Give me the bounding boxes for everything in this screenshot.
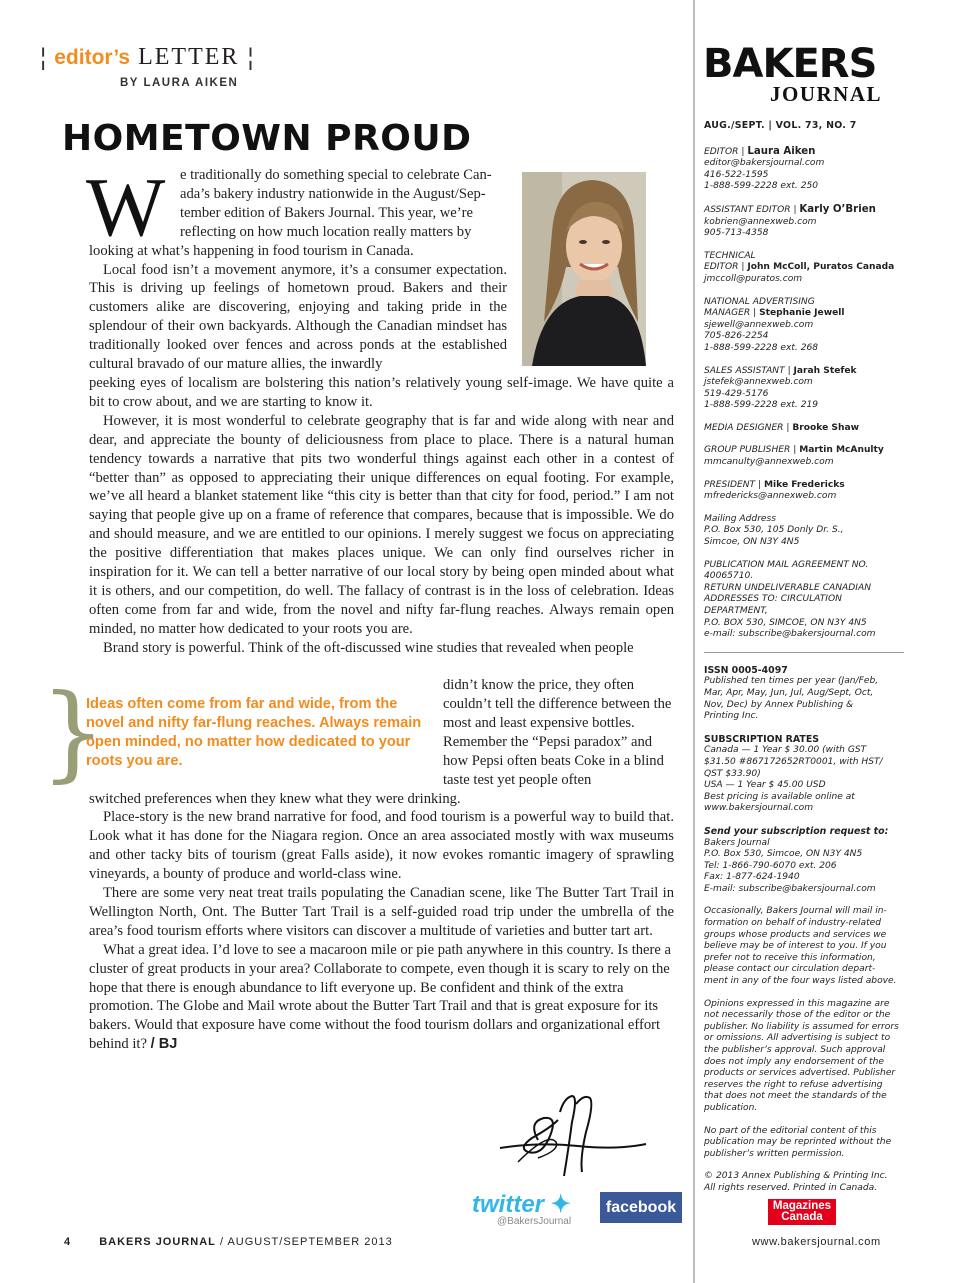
- twitter-handle[interactable]: @BakersJournal: [497, 1216, 572, 1227]
- credit-name: Mike Fredericks: [763, 479, 845, 490]
- credit-detail: kobrien@annexweb.com: [704, 216, 817, 227]
- footer-issue: / AUGUST/SEPTEMBER 2013: [219, 1236, 393, 1248]
- subs-line: Canada — 1 Year $ 30.00 (with GST: [704, 745, 867, 756]
- page-number: 4: [64, 1236, 72, 1248]
- notice-line: groups whose products and services we: [704, 929, 887, 940]
- credit-name: Stephanie Jewell: [759, 308, 845, 319]
- opinions-disclaimer: [704, 999, 904, 1115]
- credit-role: SALES ASSISTANT: [704, 365, 785, 376]
- notice-line: formation on behalf of industry-related: [704, 918, 882, 929]
- disclaimer-line: products or services advertised. Publisher: [704, 1068, 896, 1079]
- para-2-narrow: [89, 261, 507, 374]
- reprint-line: publisher’s written permission.: [704, 1148, 845, 1159]
- credit-detail: 1-888-599-2228 ext. 268: [704, 342, 819, 353]
- mailing-line: P.O. Box 530, 105 Donly Dr. S.,: [704, 525, 844, 536]
- signoff: / BJ: [150, 1036, 178, 1053]
- pm-line: RETURN UNDELIVERABLE CANADIAN: [704, 582, 871, 593]
- credit-name: Jarah Stefek: [793, 365, 857, 376]
- mailing-line: Mailing Address: [704, 513, 776, 524]
- disclaimer-line: that does not meet the standards of the: [704, 1091, 887, 1102]
- copyright-line: © 2013 Annex Publishing & Printing Inc.: [704, 1171, 888, 1182]
- disclaimer-line: the publisher’s approval. Such approval: [704, 1045, 886, 1055]
- credit-name: Martin McAnulty: [799, 445, 884, 456]
- credit-role: MANAGER: [704, 308, 751, 319]
- pull-quote: Ideas often come from far and wide, from the novel and nifty far-flung reaches. Always remain open minded, no matter how dedicated to your roots you are.: [86, 696, 422, 769]
- headline: HOMETOWN PROUD: [62, 118, 472, 159]
- credit-detail: 519-429-5176: [704, 388, 769, 399]
- credit-role: PRESIDENT: [704, 479, 756, 490]
- masthead-logo-journal: JOURNAL: [770, 82, 883, 106]
- section-kicker: [40, 44, 254, 71]
- disclaimer-line: or omissions. All advertising is subject to: [704, 1033, 891, 1044]
- send-line: Tel: 1-866-790-6070 ext. 206: [704, 860, 837, 871]
- credit-name: Laura Aiken: [747, 145, 816, 157]
- mailing-notice: [704, 906, 904, 987]
- notice-line: please contact our circulation depart-: [704, 964, 876, 975]
- column-divider: [693, 0, 695, 1283]
- kicker-right-bar: ¦: [247, 43, 254, 71]
- credit-role: NATIONAL ADVERTISING: [704, 296, 815, 307]
- credit-detail: jstefek@annexweb.com: [704, 377, 813, 388]
- magazines-canada-logo: [768, 1199, 836, 1225]
- credit-advertising-manager: NATIONAL ADVERTISING MANAGER | Stephanie Jewell sjewell@annexweb.com 705-826-2254 1-888-599-2228 ext. 268: [704, 297, 904, 355]
- send-line: Fax: 1-877-624-1940: [704, 872, 800, 883]
- credit-role: TECHNICAL: [704, 250, 756, 261]
- para-4-text: didn’t know the price, they often couldn’t tell the difference between the most and least expensive bottles. Remember the “Pepsi paradox” and how Pepsi often beats Coke in a blind taste test yet people often: [443, 677, 672, 788]
- kicker-prefix: editor’s: [54, 45, 131, 69]
- issn: ISSN 0005-4097: [704, 664, 788, 676]
- issue-line: AUG./SEPT. | VOL. 73, NO. 7: [704, 120, 857, 131]
- para-6: There are some very neat treat trails populating the Canadian scene, like The Butter Tart Trail in Wellington North, Ont. The Butter Tart Trail is a self-guided road trip under the umbrella of the area’s food tourism efforts where visitors can discover a multitude of varieties and butter tart art.: [89, 885, 674, 939]
- publication-mail-agreement: [704, 560, 904, 641]
- disclaimer-line: reserves the right to refuse advertising: [704, 1079, 883, 1090]
- facebook-logo[interactable]: facebook: [600, 1192, 682, 1223]
- send-line: Bakers Journal: [704, 837, 770, 848]
- para-4-narrow: [443, 676, 674, 789]
- twitter-bird-icon: ✦: [544, 1191, 571, 1218]
- credit-role: EDITOR: [704, 146, 739, 157]
- issn-line: Mar, Apr, May, Jun, Jul, Aug/Sept, Oct,: [704, 687, 874, 698]
- credit-assistant-editor: ASSISTANT EDITOR | Karly O’Brien kobrien@annexweb.com 905-713-4358: [704, 204, 904, 240]
- kicker-left-bar: ¦: [40, 43, 47, 71]
- author-photo: [522, 172, 646, 366]
- subs-line: QST $33.90): [704, 768, 761, 779]
- para-1-line: tember edition of Bakers Journal. This year, we’re: [180, 204, 473, 221]
- subscription-request: [704, 826, 904, 896]
- signature: [498, 1092, 648, 1182]
- subs-line: USA — 1 Year $ 45.00 USD: [704, 780, 826, 791]
- reprint-line: No part of the editorial content of this: [704, 1125, 877, 1136]
- credit-detail: jmccoll@puratos.com: [704, 273, 803, 284]
- credit-detail: 1-888-599-2228 ext. 219: [704, 400, 819, 411]
- masthead-separator: [704, 652, 904, 653]
- credit-president: PRESIDENT | Mike Fredericks mfredericks@annexweb.com: [704, 480, 904, 503]
- send-line: E-mail: subscribe@bakersjournal.com: [704, 883, 876, 894]
- disclaimer-line: not necessarily those of the editor or the: [704, 1010, 891, 1021]
- disclaimer-line: does not imply any endorsement of the: [704, 1056, 884, 1067]
- credit-detail: sjewell@annexweb.com: [704, 319, 814, 330]
- para-1-line: looking at what’s happening in food tourism in Canada.: [89, 242, 414, 259]
- para-1-line: reflecting on how much location really matters by: [180, 223, 472, 240]
- credit-detail: mmcanulty@annexweb.com: [704, 457, 834, 468]
- credit-detail: 416-522-1595: [704, 169, 769, 180]
- credit-group-publisher: GROUP PUBLISHER | Martin McAnulty mmcanulty@annexweb.com: [704, 445, 904, 468]
- issn-line: Nov, Dec) by Annex Publishing &: [704, 699, 854, 710]
- para-5: Place-story is the new brand narrative for food, and food tourism is a powerful way to build that. Look what it has done for the Niagara region. Once an area associated mostly with wax museums and other tacky bits of tourism (great Falls aside), it now evokes romantic imagery of sprawling vineyards, a bounty of produce and world-class wine.: [89, 809, 674, 883]
- magazines-canada-line: Canada: [781, 1211, 823, 1223]
- issn-line: Printing Inc.: [704, 711, 759, 722]
- para-4-continued: switched preferences when they knew what they were drinking.: [89, 790, 461, 807]
- para-7-text: What a great idea. I’d love to see a macaroon mile or pie path anywhere in this country. Is there a cluster of great products in your area? Collaborate to compete, even though it is scary to rely on the hope that there is enough abundance to lift everyone up. Be confident and think of the extra promotion. The Globe and Mail wrote about the Butter Tart Trail and that is great exposure for its bakers. Would that exposure have come without the food tourism dollars and organizational effort behind it?: [89, 941, 671, 1053]
- pm-line: 40065710.: [704, 571, 754, 582]
- footer-publication: BAKERS JOURNAL: [99, 1236, 216, 1248]
- para-2-text: Local food isn’t a movement anymore, it’s a consumer expectation. This is driving up feelings of hometown proud. Bakers and their customers alike are discovering, enjoying and taking pride in the splendour of their own backyards. Although the Canadian mindset has traditionally looked over fences and across ponds at the established cultural bravado of our mature allies, the inwardly: [89, 261, 507, 373]
- para-2-continued: peeking eyes of localism are bolstering this nation’s relatively young self-image. We have quite a bit to crow about, and we are starting to know it.: [89, 375, 674, 410]
- send-line: P.O. Box 530, Simcoe, ON N3Y 4N5: [704, 849, 863, 860]
- masthead-logo-bakers: BAKERS: [703, 41, 877, 87]
- credit-sales-assistant: SALES ASSISTANT | Jarah Stefek jstefek@annexweb.com 519-429-5176 1-888-599-2228 ext. 219: [704, 366, 904, 412]
- reprint-notice: [704, 1126, 904, 1161]
- disclaimer-line: publisher. No liability is assumed for errors: [704, 1021, 899, 1032]
- para-1-last-line: [89, 242, 519, 261]
- copyright-line: All rights reserved. Printed in Canada.: [704, 1182, 878, 1193]
- credit-role: GROUP PUBLISHER: [704, 445, 791, 456]
- page-footer: [64, 1236, 393, 1248]
- mailing-address: [704, 514, 904, 549]
- para-1-line: ada’s bakery industry nationwide in the August/Sep-: [180, 185, 486, 202]
- credit-detail: 905-713-4358: [704, 228, 769, 239]
- pm-line: DEPARTMENT,: [704, 606, 768, 616]
- issn-line: Published ten times per year (Jan/Feb,: [704, 676, 879, 687]
- send-heading: Send your subscription request to:: [704, 825, 889, 837]
- drop-cap: W: [86, 161, 166, 254]
- para-1-opening: [180, 166, 510, 242]
- para-3: However, it is most wonderful to celebrate geography that is far and wide along with near and dear, and appreciate the bounty of deliciousness from place to place. There is a natural human tendency towards a narrative that pits two wonderful things against each other in a contest of “better than” as opposed to appreciating their unique differences on equal footing. For example, we’ve all heard a blanket statement like “this city is better than that city for food, period.” I am not saying that people give up on a frame of reference that compares, because that is impossible. We do and should measure, and we are entitled to our opinions. I merely suggest we focus on appreciating the positive differentiation that makes places unique. We can only find ourselves richer in inspiration for it. We can tell a better narrative of our local story by being open minded about what it is others, and our competition, do well. The fallacy of contrast is in the loss of celebration. Ideas often come from far and wide, from the novel and nifty far-flung reaches. Always remain open minded, no matter how dedicated to your roots you are.: [89, 412, 674, 637]
- credit-name: John McColl, Puratos Canada: [747, 262, 895, 273]
- credit-media-designer: MEDIA DESIGNER | Brooke Shaw: [704, 422, 859, 433]
- pm-line: ADDRESSES TO: CIRCULATION: [704, 594, 842, 605]
- para-1-line: e traditionally do something special to celebrate Can-: [180, 167, 492, 183]
- masthead-column: [704, 120, 904, 1206]
- pm-line: PUBLICATION MAIL AGREEMENT NO.: [704, 559, 869, 570]
- subscription-rates: [704, 734, 904, 815]
- kicker-word: LETTER: [138, 44, 240, 70]
- notice-line: Occasionally, Bakers Journal will mail in-: [704, 906, 887, 917]
- pm-line: P.O. BOX 530, SIMCOE, ON N3Y 4N5: [704, 617, 867, 628]
- subs-heading: SUBSCRIPTION RATES: [704, 733, 819, 745]
- credit-role: MEDIA DESIGNER: [704, 422, 784, 433]
- credit-detail: 705-826-2254: [704, 331, 769, 342]
- body-lower: [89, 790, 674, 1055]
- body-full-width: [89, 374, 674, 658]
- notice-line: believe may be of interest to you. If you: [704, 941, 887, 952]
- credit-detail: editor@bakersjournal.com: [704, 158, 825, 169]
- credit-editor: EDITOR | Laura Aiken editor@bakersjournal.com 416-522-1595 1-888-599-2228 ext. 250: [704, 146, 904, 193]
- disclaimer-line: Opinions expressed in this magazine are: [704, 998, 890, 1009]
- twitter-wordmark: twitter: [472, 1191, 544, 1218]
- para-7: [89, 941, 674, 1054]
- twitter-logo: [472, 1190, 571, 1219]
- credit-technical-editor: TECHNICAL EDITOR | John McColl, Puratos Canada jmccoll@puratos.com: [704, 251, 904, 286]
- issn-block: [704, 665, 904, 723]
- notice-line: ment in any of the four ways listed above.: [704, 976, 897, 987]
- credit-role: ASSISTANT EDITOR: [704, 204, 791, 215]
- credit-name: Brooke Shaw: [792, 422, 859, 433]
- para-4-first-line: Brand story is powerful. Think of the oft-discussed wine studies that revealed when people: [103, 639, 634, 656]
- credit-detail: 1-888-599-2228 ext. 250: [704, 181, 819, 192]
- footer-url[interactable]: www.bakersjournal.com: [752, 1236, 881, 1248]
- notice-line: prefer not to receive this information,: [704, 952, 876, 963]
- credit-detail: mfredericks@annexweb.com: [704, 491, 837, 502]
- subs-line: $31.50 #867172652RT0001, with HST/: [704, 756, 883, 767]
- credit-name: Karly O’Brien: [799, 203, 876, 215]
- disclaimer-line: publication.: [704, 1102, 758, 1113]
- pull-quote-brace: }: [40, 671, 107, 793]
- subs-line: Best pricing is available online at: [704, 791, 855, 802]
- byline: BY LAURA AIKEN: [120, 77, 239, 89]
- subs-line: www.bakersjournal.com: [704, 803, 814, 814]
- reprint-line: publication may be reprinted without the: [704, 1137, 892, 1148]
- copyright: [704, 1171, 904, 1194]
- pm-line: e-mail: subscribe@bakersjournal.com: [704, 629, 876, 640]
- magazines-canada-line: Magazines: [772, 1200, 832, 1212]
- credit-role: EDITOR: [704, 262, 739, 273]
- mailing-line: Simcoe, ON N3Y 4N5: [704, 537, 800, 548]
